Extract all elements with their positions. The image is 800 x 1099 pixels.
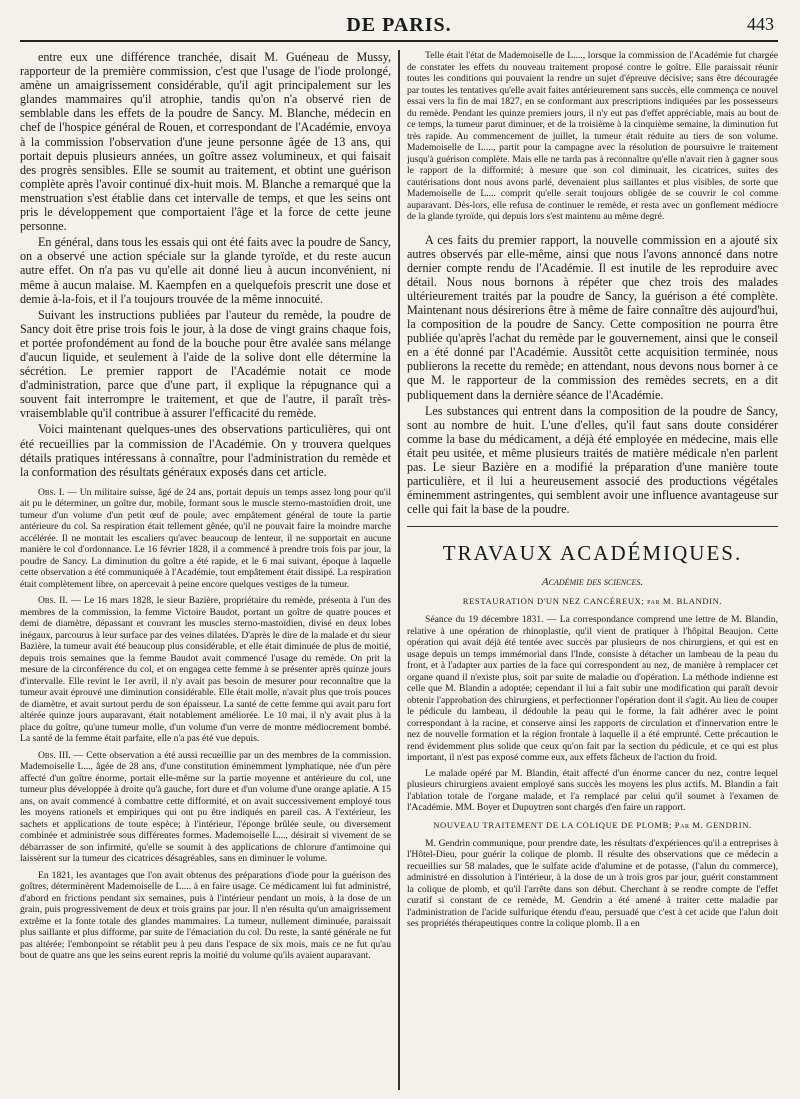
academy-heading: Académie des sciences. bbox=[541, 576, 644, 589]
running-title: DE PARIS. bbox=[346, 14, 452, 36]
observation-continued: Telle était l'état de Mademoiselle de L...., lorsque la commission de l'Académie fut chargée de constater les effets du nouveau traitement proposé contre le goître. Elle paraissait réunir toutes les conditions qui pouvaient la rendre un sujet d'épreuve décisive; sans être découragée par toutes les tentatives qu'elle avait faites antérieurement sans succès, elle commença ce nouvel essai vers la fin de mai 1827, en se conformant aux prescriptions indiquées par les possesseurs du remède. Pendant les quinze premiers jours, il n'y eut pas d'effet appréciable, mais au bout de ce temps, la tumeur parut diminuer, et de la troisième à la cinquième semaine, la diminution fut très rapide. Au commencement de juillet, la tumeur était réduite au tiers de son volume. Mademoiselle de L...., partit pour la campagne avec la résolution de poursuivre le traitement jusqu'à guérison complète. Mais elle ne tarda pas à reconnaître qu'elle n'avait rien à gagner sous le rapport de la difformité; à mesure que son col diminuait, les cicatrices, suites des cautérisations dont nous avons parlé, devenaient plus saillantes et plus visibles, de sorte que Mademoiselle de L.... comprit qu'elle serait toujours obligée de se couvrir le col comme auparavant. Dès-lors, elle refusa de continuer le remède, et resta avec un gonflement médiocre de la glande tyroïde, qui depuis lors s'est maintenu au même degré. bbox=[407, 50, 778, 222]
right-column bbox=[407, 50, 778, 1090]
left-column bbox=[20, 50, 391, 1090]
article-paragraph: Séance du 19 décembre 1831. — La correspondance comprend une lettre de M. Blandin, relative à une opération de rhinoplastie, qu'il vient de pratiquer à l'hôpital Beaujon. Cette opération qui avait déjà été tentée avec succès par plusieurs de nos chirurgiens, et qui est en usage depuis un temps immémorial dans l'Inde, consiste à détacher un lambeau de la peau du front, et à l'adapter aux parties de la face qui correspondent au nez, de manière à remplacer cet organe quand il n'existe plus, soit par suite de maladie ou d'opération. La méthode indienne est celle que M. Blandin a adoptée; cependant il lui a fait subir une modification qui paraît devoir obtenir l'approbation des chirurgiens, et perfectionner l'opération dont il s'agit. Au lieu de couper le pédicule du lambeau, il dédouble la peau qui le forme, la fait adhérer avec le point correspondant à la racine, et conserve ainsi les rapports de circulation et d'innervation entre le nez de nouvelle formation et la région frontale à laquelle il a été emprunté. Cette précaution le rend évidemment plus solide que ceux qu'on fait par la section du pédicule, et ce qui est plus important, il n'est pas exposé comme eux, aux effets fâcheux de l'action du froid. bbox=[407, 614, 778, 764]
body-paragraph: A ces faits du premier rapport, la nouvelle commission en a ajouté six autres observés par elle-même, ainsi que nous l'avons annoncé dans notre dernier compte rendu de l'Académie. Il est inutile de les reproduire avec détail. Nous nous bornons à répéter que chez trois des malades ultérieurement traités par la poudre de Sancy, la guérison a été complète. Maintenant nous désirerions être à même de faire connaître dès aujourd'hui, la composition de la poudre de Sancy. Cette composition ne pourra être publiée qu'après l'achat du remède par le gouvernement, ainsi que le conseil en a été donné par l'Académie. Aussitôt cette acquisition terminée, nous publierons la recette du remède; en attendant, nous devons nous borner à ce que M. le rapporteur de la commission des remèdes secrets, en a dit publiquement dans la dernière séance de l'Académie. bbox=[407, 232, 778, 402]
observation-label: Obs. III. bbox=[38, 749, 71, 761]
observation bbox=[20, 487, 391, 591]
article-title: RESTAURATION D'UN NEZ CANCÉREUX; par M. BLANDIN. bbox=[462, 596, 723, 607]
body-paragraph: entre eux une différence tranchée, disait M. Guéneau de Mussy, rapporteur de la première commission, c'est que l'usage de l'iode prolongé, amène un amaigrissement considérable, qu'il agit principalement sur les glandes mammaires qu'il atrophie, tandis qu'on n'a observé rien de semblable dans les effets de la poudre de Sancy. M. Blanche, médecin en chef de l'hospice général de Rouen, et correspondant de l'Académie, envoya à la commission l'observation d'une jeune personne âgée de 13 ans, qui portait depuis plusieurs années, un goître assez volumineux, et qui faisait des progrès sensibles. Elle se soumit au traitement, et obtint une guérison complète après l'avoir continué dix-huit mois. M. Blanche a remarqué que la menstruation s'est établie dans cet intervalle de temps, et que les seins ont pris le développement que comportaient l'âge et la force de cette jeune personne. bbox=[20, 50, 391, 234]
observation bbox=[20, 750, 391, 865]
observation-text: — Un militaire suisse, âgé de 24 ans, portait depuis un temps assez long pour qu'il ait pu le déterminer, un goître dur, mobile, formant sous le muscle sterno-mastoïdien droit, une tumeur d'un volume d'un petit œuf de poule, avec empâtement général de toute la partie antérieure du col. Sa respiration était tellement gênée, qu'il ne pouvait faire la moindre marche accélérée. Il ne montait les escaliers qu'avec beaucoup de lenteur, il ne supportait en aucune manière le col d'ordonnance. Le 16 février 1828, il a commencé à prendre trois fois par jour, la poudre de Sancy. La diminution du goître a été rapide, et le 6 mai suivant, époque à laquelle cette observation a été communiquée à l'Académie, tout empâtement était dissipé. La respiration était complètement libre, on apercevait à peine encore quelques vestiges de la tumeur. bbox=[20, 486, 391, 590]
observation-continued bbox=[20, 870, 391, 962]
observation-label: Obs. II. bbox=[38, 595, 68, 607]
page-number: 443 bbox=[747, 14, 774, 34]
observation-text: — Cette observation a été aussi recueillie par un des membres de la commission. Mademoiselle L..., âgée de 28 ans, d'une constitution éminemment lymphatique, née d'un père affecté d'un goître énorme, portait elle-même sur la partie moyenne et antérieure du col, une tumeur plus développée à droite qu'à gauche, fort dure et d'un volume d'une orange aplatie. A 15 ans, on avait commencé à combattre cette difformité, et on avait successivement employé tous les moyens rationels et empiriques qui ont pu être indiqués en pareil cas. A l'extérieur, les sachets et applications de toute espèce; à l'intérieur, l'éponge brûlée seule, ou diversement combinée et administrée sous différentes formes. Mademoiselle L..., désirait si vivement de se débarrasser de son infirmité, qu'elle se soumit à des applications de chlorure d'antimoine qui laissèrent sur la tumeur des cicatrices désagréables, sans en diminuer le volume. bbox=[20, 749, 391, 865]
observation-text: En 1821, les avantages que l'on avait obtenus des préparations d'iode pour la guérison des goîtres, déterminèrent Mademoiselle de L.... à en faire usage. Ce médicament lui fut administré, d'abord en frictions pendant six semaines, puis à l'intérieur pendant un mois, à la dose de un grain, puis progressivement de deux et trois grains par jour. Il n'en résulta qu'un amaigrissement extrême et la fonte totale des glandes mammaires. La tumeur, nullement diminuée, paraissait plus saillante et plus difforme, par suite de l'émaciation du col. Du reste, la santé générale ne fut pas altérée; l'embonpoint se rétablit peu à peu dans l'espace de six mois, mais ce ne fut qu'au bout de quatre ans que les seins eurent repris la moitié du volume qu'ils avaient auparavant. bbox=[20, 869, 391, 962]
observation-text: — Le 16 mars 1828, le sieur Bazière, propriétaire du remède, présenta à l'un des membres de la commission, la femme Victoire Baudot, portant un goître de quatre pouces et demi de diamètre, dépassant et couvrant les muscles sterno-mastoïdien, divisé en deux lobes inégaux, parcourus à leur surface par des veines dilatées. D'après le dire de la malade et du sieur Bazière, la tumeur avait été beaucoup plus considérable, et elle était diminuée de plus de moitié, depuis trois semaines que la femme Baudot avait commencé l'usage du remède. On prit la mesure de la circonférence du col, et on engagea cette femme à se présenter après quinze jours d'intervalle. Elle revint le 1er avril, il n'y avait pas besoin de mesurer pour reconnaître que la tumeur avait éprouvé une diminution considérable. Elle était molle, n'avait plus que trois pouces de diamètre, et avait surtout perdu de son épaisseur. La santé de cette femme qui avait paru fort altérée quinze jours auparavant, était notablement améliorée. Le 10 mai, il n'y avait plus à la place du goître, qu'une tumeur molle, d'un volume d'un verre de montre médiocrement bombé. La santé de la femme était parfaite, elle n'a pas été vue depuis. bbox=[20, 595, 391, 745]
body-paragraph: Voici maintenant quelques-unes des observations particulières, qui ont été recueillies par la commission de l'Académie. On y trouvera quelques détails pratiques intéressans à connaître, pour l'administration du remède et la conformation des résultats généraux exposés dans cet article. bbox=[20, 422, 391, 479]
body-paragraph: Suivant les instructions publiées par l'auteur du remède, la poudre de Sancy doit être prise trois fois le jour, à la dose de vingt grains chaque fois, et portée profondément au fond de la bouche pour être avalée sans mélange d'aucun liquide, et seulement à l'aide de la solive dont elle détermine la sécrétion. Le premier rapport de l'Académie notait ce mode d'administration, parce que d'une part, il explique la répugnance qui a souvent fait interrompre le traitement, et que de l'autre, il paraît très-vraisemblable qu'il contribue à assurer l'efficacité du remède. bbox=[20, 307, 391, 421]
article-title: NOUVEAU TRAITEMENT DE LA COLIQUE DE PLOMB; Par M. GENDRIN. bbox=[433, 819, 752, 830]
column-rule bbox=[398, 50, 400, 1090]
page-header bbox=[20, 10, 778, 42]
section-title: TRAVAUX ACADÉMIQUES. bbox=[442, 541, 743, 566]
article-paragraph: M. Gendrin communique, pour prendre date, les résultats d'expériences qu'il a entreprises à l'Hôtel-Dieu, pour guérir la colique de plomb. Il résulte des observations que ce médecin a recueillies sur 58 malades, que le sulfate acide d'alumine et de potasse, (l'alun du commerce), administré en dissolution à l'intérieur, à la dose de un à trois gros par jour, guérit constamment la colique de plomb, et qu'il l'arrête dans son début. Cherchant à se rendre compte de l'effet curatif si constant de ce remède, M. Gendrin a été amené à traiter cette maladie par l'administration de l'acide sulfurique étendu d'eau, persuadé que c'est à cet acide que l'alun doit ses propriétés thérapeutiques contre la colique plomb. Il a en bbox=[407, 837, 778, 930]
observation-label: Obs. I. bbox=[38, 486, 65, 498]
two-column-body bbox=[20, 50, 778, 1090]
body-paragraph: Les substances qui entrent dans la composition de la poudre de Sancy, sont au nombre de huit. L'une d'elles, qu'il faut sans doute considérer comme la base du médicament, a déjà été employée en médecine, mais elle était peu usitée, et même plusieurs traités de matière médicale n'en parlent pas. Le sieur Bazière en a modifié la préparation d'une manière toute particulière, et il lui a heureusement associé des productions végétales éminemment astringentes, qui semblent avoir une influence avantageuse sur celle qui fait la base de la poudre. bbox=[407, 403, 778, 517]
observation bbox=[20, 595, 391, 745]
section-rule bbox=[407, 526, 778, 527]
body-paragraph: En général, dans tous les essais qui ont été faits avec la poudre de Sancy, on a observé une action spéciale sur la glande tyroïde, et du reste aucun autre effet. On n'a pas vu qu'elle ait donné lieu à aucun inconvénient, ni même à aucun malaise. M. Kaempfen en a quelquefois prescrit une dose et demie à-la-fois, et il l'a toujours trouvée de la même innocuité. bbox=[20, 235, 391, 306]
article-paragraph: Le malade opéré par M. Blandin, était affecté d'un énorme cancer du nez, contre lequel plusieurs chirurgiens avaient employé sans succès les moyens les plus actifs. M. Blandin a fait l'ablation totale de l'organe malade, et l'a remplacé par celui qu'il soumet à l'examen de l'Académie. MM. Boyer et Dupuytren sont chargés d'en faire un rapport. bbox=[407, 767, 778, 814]
